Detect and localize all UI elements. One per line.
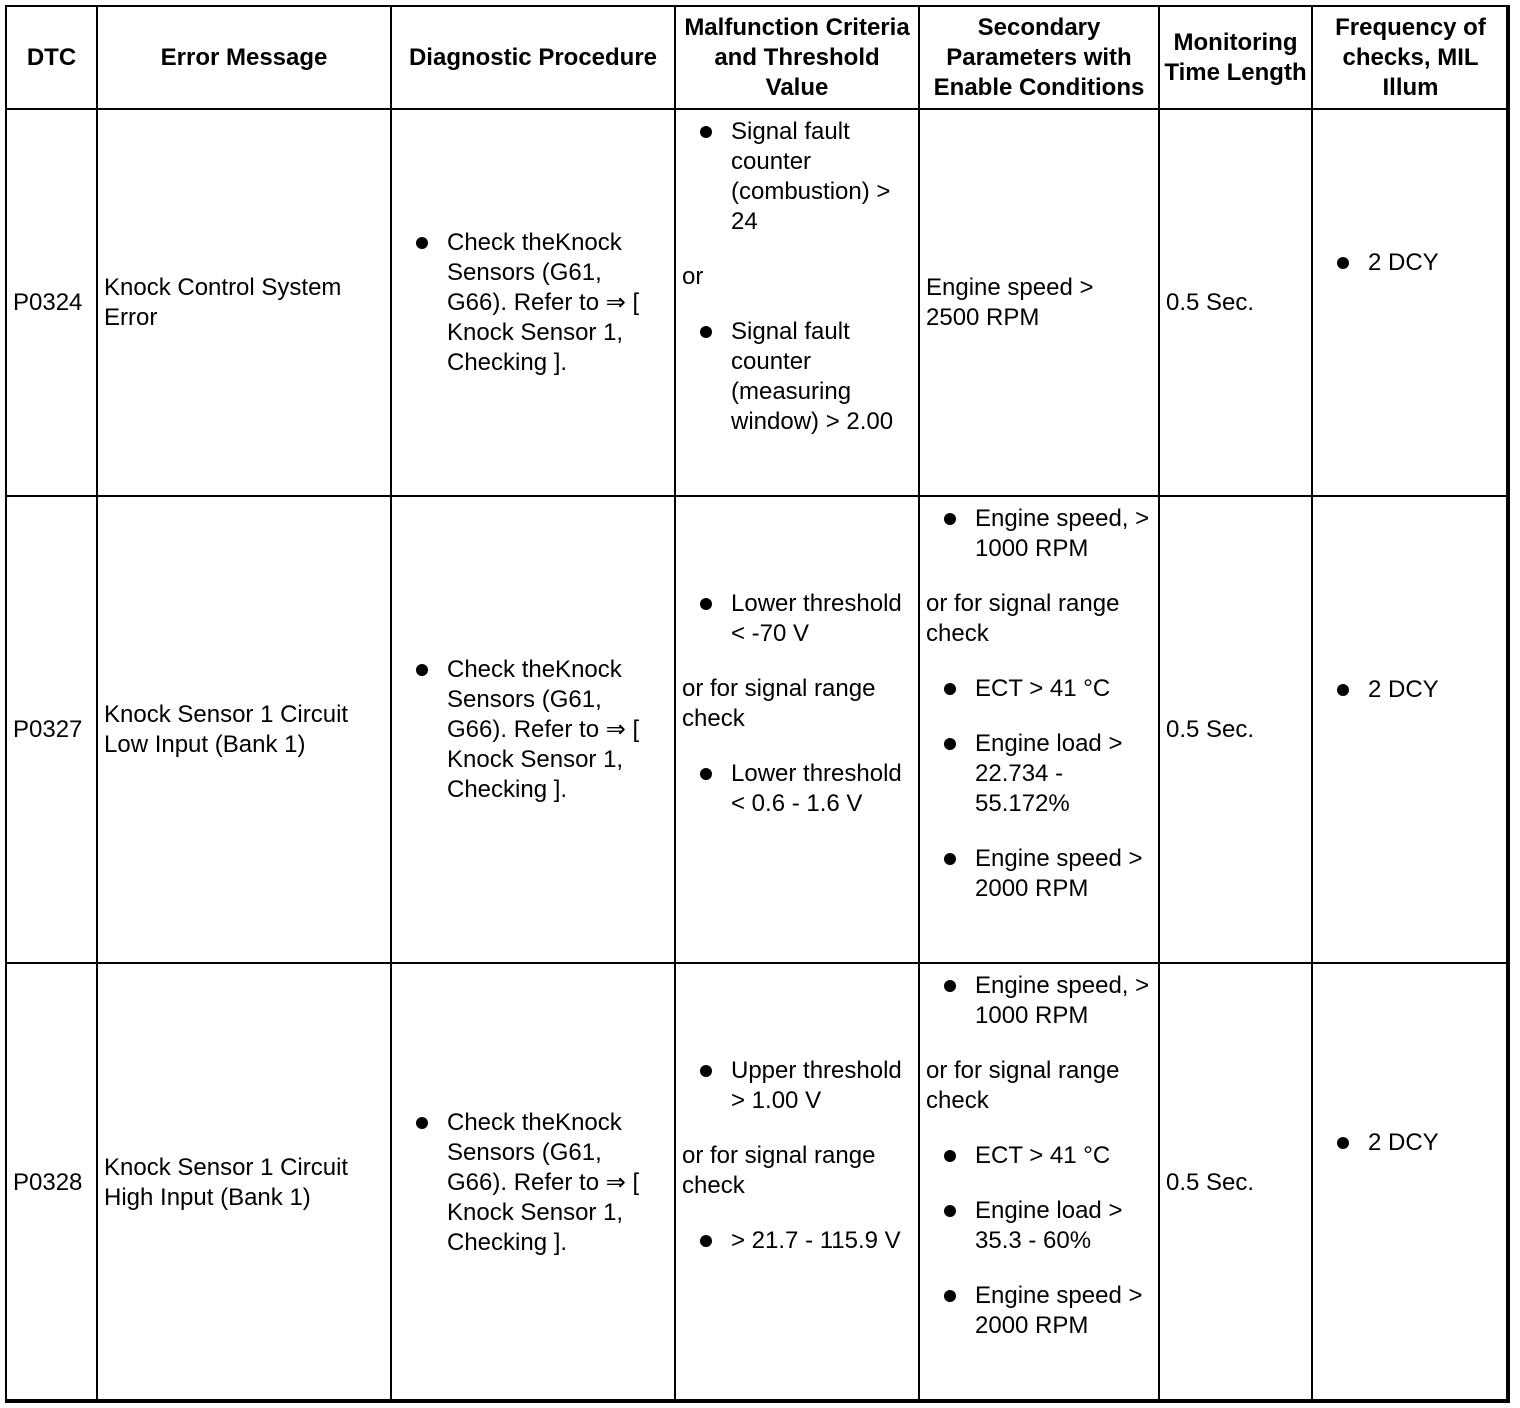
bullet-icon (944, 683, 956, 695)
criteria-bullet (682, 317, 912, 437)
bullet-icon (944, 738, 956, 750)
criteria-connector: or for signal range check (682, 675, 876, 732)
criteria-text: Signal fault counter (combustion) > 24 (731, 118, 891, 235)
header-malfunction-criteria: Malfunction Criteria and Threshold Value (675, 6, 919, 109)
monitoring-time: 0.5 Sec. (1159, 963, 1312, 1402)
secondary-bullet (926, 504, 1152, 564)
header-secondary-parameters: Secondary Parameters with Enable Conditions (919, 6, 1159, 109)
secondary-text: Engine speed > 2000 RPM (975, 845, 1143, 902)
secondary-bullet (926, 1141, 1152, 1171)
frequency-text: 2 DCY (1368, 675, 1439, 703)
procedure-bullet (416, 1108, 668, 1258)
frequency-text: 2 DCY (1368, 248, 1439, 276)
procedure-text: Check theKnock Sensors (G61, G66). Refer to ⇒ [ Knock Sensor 1, Checking ]. (447, 228, 640, 376)
header-dtc: DTC (6, 6, 97, 109)
secondary-bullet (926, 674, 1152, 704)
bullet-icon (1337, 684, 1349, 696)
dtc-code: P0327 (6, 496, 97, 963)
secondary-bullet (926, 1281, 1152, 1341)
criteria-bullet (682, 589, 912, 649)
table-row (6, 963, 1509, 1402)
bullet-icon (1337, 1137, 1349, 1149)
header-error-message: Error Message (97, 6, 391, 109)
procedure-text: Check theKnock Sensors (G61, G66). Refer to ⇒ [ Knock Sensor 1, Checking ]. (447, 1108, 640, 1256)
secondary-text: ECT > 41 °C (975, 675, 1111, 702)
header-row (6, 6, 1509, 109)
criteria-bullet (682, 1226, 912, 1256)
diagnostic-procedure (391, 496, 675, 963)
secondary-text: ECT > 41 °C (975, 1142, 1111, 1169)
bullet-icon (944, 1290, 956, 1302)
procedure-text: Check theKnock Sensors (G61, G66). Refer to ⇒ [ Knock Sensor 1, Checking ]. (447, 655, 640, 803)
criteria-text: Upper threshold > 1.00 V (731, 1057, 902, 1114)
malfunction-criteria (675, 109, 919, 496)
error-message: Knock Sensor 1 Circuit Low Input (Bank 1) (97, 496, 391, 963)
secondary-connector: or for signal range check (926, 590, 1120, 647)
bullet-icon (944, 1205, 956, 1217)
header-monitoring-time: Monitoring Time Length (1159, 6, 1312, 109)
frequency-bullet (1337, 675, 1502, 705)
secondary-text: Engine load > 35.3 - 60% (975, 1197, 1123, 1254)
error-message: Knock Sensor 1 Circuit High Input (Bank 1) (97, 963, 391, 1402)
dtc-code: P0328 (6, 963, 97, 1402)
secondary-text: Engine speed, > 1000 RPM (975, 505, 1150, 562)
criteria-connector: or (682, 263, 704, 290)
bullet-icon (416, 237, 428, 249)
monitoring-time: 0.5 Sec. (1159, 109, 1312, 496)
bullet-icon (944, 1150, 956, 1162)
procedure-bullet (416, 655, 668, 805)
header-diagnostic-procedure: Diagnostic Procedure (391, 6, 675, 109)
dtc-code: P0324 (6, 109, 97, 496)
criteria-text: Lower threshold < -70 V (731, 590, 902, 647)
secondary-bullet (926, 971, 1152, 1031)
bullet-icon (700, 1065, 712, 1077)
diagnostic-procedure (391, 963, 675, 1402)
bullet-icon (700, 598, 712, 610)
criteria-connector: or for signal range check (682, 1142, 876, 1199)
secondary-text: Engine load > 22.734 - 55.172% (975, 730, 1123, 817)
bullet-icon (944, 980, 956, 992)
frequency (1312, 963, 1509, 1402)
secondary-parameters (919, 496, 1159, 963)
secondary-parameters: Engine speed > 2500 RPM (919, 109, 1159, 496)
bullet-icon (416, 1117, 428, 1129)
secondary-connector: or for signal range check (926, 1057, 1120, 1114)
frequency-bullet (1337, 1128, 1502, 1158)
monitoring-time: 0.5 Sec. (1159, 496, 1312, 963)
criteria-bullet (682, 759, 912, 819)
bullet-icon (944, 513, 956, 525)
frequency (1312, 496, 1509, 963)
frequency-bullet (1337, 248, 1502, 278)
table-row (6, 109, 1509, 496)
error-message: Knock Control System Error (97, 109, 391, 496)
frequency (1312, 109, 1509, 496)
header-frequency: Frequency of checks, MIL Illum (1312, 6, 1509, 109)
secondary-parameters (919, 963, 1159, 1402)
secondary-bullet (926, 1196, 1152, 1256)
secondary-bullet (926, 844, 1152, 904)
dtc-table (5, 5, 1508, 1401)
secondary-bullet (926, 729, 1152, 819)
bullet-icon (700, 1235, 712, 1247)
malfunction-criteria (675, 963, 919, 1402)
secondary-text: Engine speed > 2000 RPM (975, 1282, 1143, 1339)
diagnostic-procedure (391, 109, 675, 496)
bullet-icon (1337, 257, 1349, 269)
malfunction-criteria (675, 496, 919, 963)
bullet-icon (700, 326, 712, 338)
criteria-text: Signal fault counter (measuring window) > 2.00 (731, 318, 894, 435)
bullet-icon (700, 126, 712, 138)
bullet-icon (700, 768, 712, 780)
criteria-text: > 21.7 - 115.9 V (731, 1227, 901, 1254)
secondary-text: Engine speed, > 1000 RPM (975, 972, 1150, 1029)
criteria-bullet (682, 117, 912, 237)
procedure-bullet (416, 228, 668, 378)
frequency-text: 2 DCY (1368, 1128, 1439, 1156)
criteria-bullet (682, 1056, 912, 1116)
criteria-text: Lower threshold < 0.6 - 1.6 V (731, 760, 902, 817)
bullet-icon (944, 853, 956, 865)
table-row (6, 496, 1509, 963)
bullet-icon (416, 664, 428, 676)
